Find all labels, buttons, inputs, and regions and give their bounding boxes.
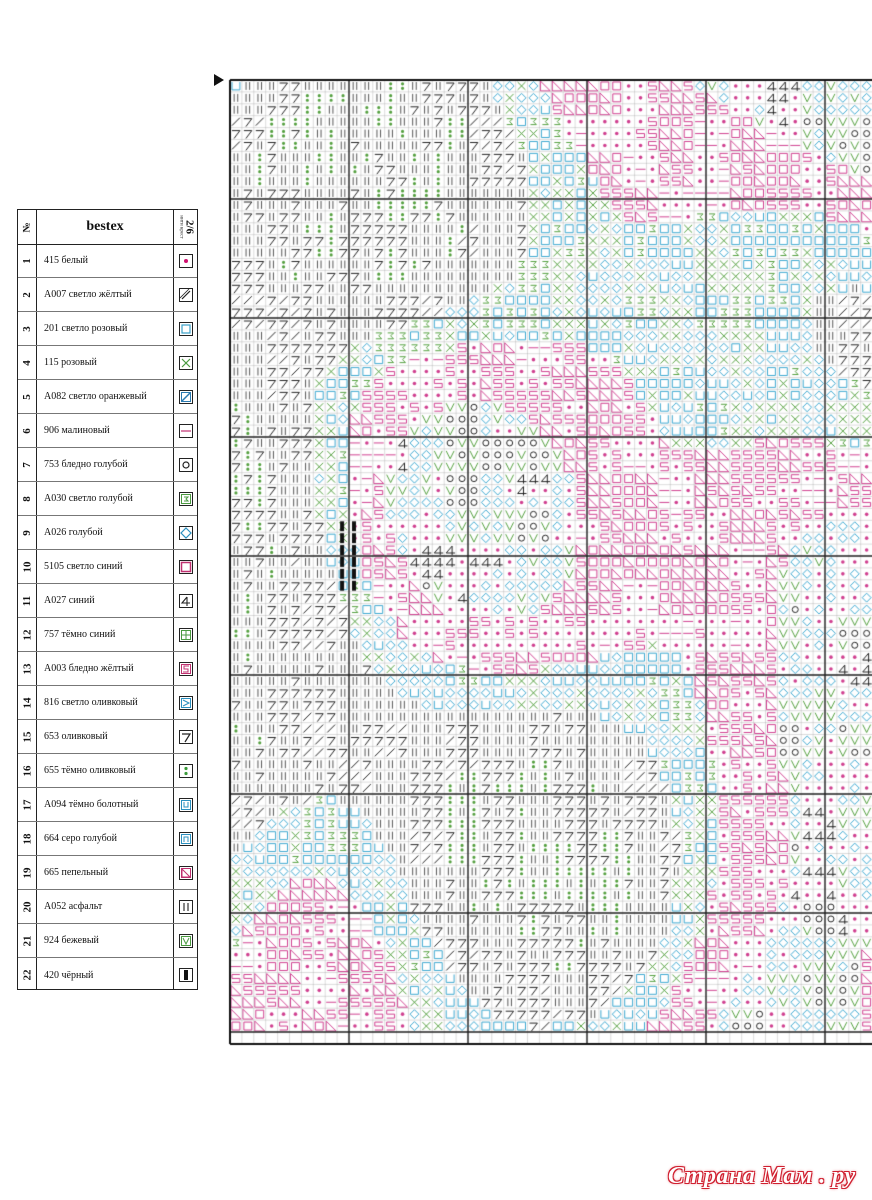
thread-color-name: A082 светло оранжевый bbox=[44, 391, 147, 402]
legend-row-number: 22 bbox=[21, 969, 33, 981]
brand-name: bestex bbox=[86, 219, 124, 234]
legend-row bbox=[18, 958, 197, 992]
legend-row-number: 4 bbox=[21, 359, 33, 366]
thread-color-name: 753 бледно голубой bbox=[44, 459, 128, 470]
legend-header bbox=[18, 210, 197, 245]
halftri-symbol-icon bbox=[179, 866, 193, 880]
legend-row bbox=[18, 278, 197, 312]
square-symbol-icon bbox=[179, 322, 193, 336]
legend-row-number: 7 bbox=[21, 461, 33, 468]
thread-color-name: A030 светло голубой bbox=[44, 493, 133, 504]
legend-row bbox=[18, 652, 197, 686]
legend-row bbox=[18, 346, 197, 380]
cross-stitch-pattern-chart bbox=[214, 72, 872, 1062]
circle-symbol-icon bbox=[179, 458, 193, 472]
four-symbol-icon bbox=[179, 594, 193, 608]
thread-color-name: A026 голубой bbox=[44, 527, 103, 538]
thread-color-name: 906 малиновый bbox=[44, 425, 110, 436]
legend-row-number: 17 bbox=[21, 799, 33, 810]
dots-symbol-icon bbox=[179, 764, 193, 778]
thread-color-name: 115 розовый bbox=[44, 357, 97, 368]
tri-symbol-icon bbox=[179, 696, 193, 710]
u-symbol-icon bbox=[179, 798, 193, 812]
legend-row bbox=[18, 584, 197, 618]
legend-row bbox=[18, 788, 197, 822]
three-symbol-icon bbox=[179, 492, 193, 506]
legend-row bbox=[18, 448, 197, 482]
thread-color-name: 655 тёмно оливковый bbox=[44, 765, 136, 776]
legend-row bbox=[18, 244, 197, 278]
pattern-grid bbox=[214, 72, 872, 1062]
strands-note: нити крест bbox=[178, 215, 184, 239]
thread-color-name: 816 светло оливковый bbox=[44, 697, 138, 708]
thread-color-name: 420 чёрный bbox=[44, 969, 94, 981]
legend-row-number: 5 bbox=[21, 393, 33, 400]
thread-color-name: 665 пепельный bbox=[44, 867, 109, 878]
cross-symbol-icon bbox=[179, 356, 193, 370]
thread-color-name: A094 тёмно болотный bbox=[44, 799, 139, 810]
boxpink-symbol-icon bbox=[179, 560, 193, 574]
legend-row-number: 1 bbox=[21, 257, 33, 264]
legend-row bbox=[18, 380, 197, 414]
dot-symbol-icon bbox=[179, 254, 193, 268]
thread-color-name: A027 синий bbox=[44, 595, 95, 606]
legend-row-number: 6 bbox=[21, 427, 33, 434]
number-column-header: № bbox=[21, 221, 33, 233]
strands-count: 2/6 bbox=[183, 219, 196, 235]
legend-row-number: 21 bbox=[21, 935, 33, 946]
legend-row bbox=[18, 516, 197, 550]
legend-row-number: 20 bbox=[21, 901, 33, 912]
strands-column-header bbox=[174, 210, 199, 244]
color-legend-table bbox=[17, 209, 198, 990]
legend-row bbox=[18, 856, 197, 890]
block-symbol-icon bbox=[179, 968, 193, 982]
legend-row-number: 8 bbox=[21, 495, 33, 502]
thread-color-name: 5105 светло синий bbox=[44, 561, 123, 572]
legend-row bbox=[18, 482, 197, 516]
thread-color-name: 664 серо голубой bbox=[44, 833, 118, 844]
legend-row bbox=[18, 754, 197, 788]
thread-color-name: 415 белый bbox=[44, 255, 88, 266]
legend-row bbox=[18, 312, 197, 346]
legend-row-number: 11 bbox=[21, 595, 33, 606]
diag-symbol-icon bbox=[179, 390, 193, 404]
bars-symbol-icon bbox=[179, 900, 193, 914]
dash-symbol-icon bbox=[179, 424, 193, 438]
grid-symbol-icon bbox=[179, 628, 193, 642]
s-symbol-icon bbox=[179, 662, 193, 676]
legend-row-number: 14 bbox=[21, 697, 33, 708]
thread-color-name: 757 тёмно синий bbox=[44, 629, 116, 640]
thread-color-name: 924 бежевый bbox=[44, 935, 99, 946]
legend-row-number: 19 bbox=[21, 867, 33, 878]
legend-row bbox=[18, 720, 197, 754]
legend-row-number: 18 bbox=[21, 833, 33, 844]
v-symbol-icon bbox=[179, 934, 193, 948]
legend-row-number: 15 bbox=[21, 731, 33, 742]
start-arrow-icon bbox=[214, 74, 224, 86]
diamond-symbol-icon bbox=[179, 526, 193, 540]
seven-symbol-icon bbox=[179, 730, 193, 744]
legend-row bbox=[18, 924, 197, 958]
thread-color-name: 201 светло розовый bbox=[44, 323, 128, 334]
thread-color-name: A052 асфальт bbox=[44, 901, 103, 912]
site-watermark: Страна Мам . ру bbox=[668, 1163, 856, 1189]
legend-row bbox=[18, 890, 197, 924]
legend-row-number: 10 bbox=[21, 561, 33, 572]
cap-symbol-icon bbox=[179, 832, 193, 846]
legend-row bbox=[18, 822, 197, 856]
thread-color-name: 653 оливковый bbox=[44, 731, 108, 742]
legend-row-number: 9 bbox=[21, 529, 33, 536]
legend-row-number: 2 bbox=[21, 291, 33, 298]
legend-row bbox=[18, 686, 197, 720]
legend-row-number: 16 bbox=[21, 765, 33, 776]
slash-symbol-icon bbox=[179, 288, 193, 302]
legend-row bbox=[18, 414, 197, 448]
legend-row-number: 3 bbox=[21, 325, 33, 332]
legend-row-number: 13 bbox=[21, 663, 33, 674]
thread-color-name: A007 светло жёлтый bbox=[44, 289, 132, 300]
legend-row bbox=[18, 550, 197, 584]
legend-row bbox=[18, 618, 197, 652]
thread-color-name: A003 бледно жёлтый bbox=[44, 663, 134, 674]
legend-row-number: 12 bbox=[21, 629, 33, 640]
